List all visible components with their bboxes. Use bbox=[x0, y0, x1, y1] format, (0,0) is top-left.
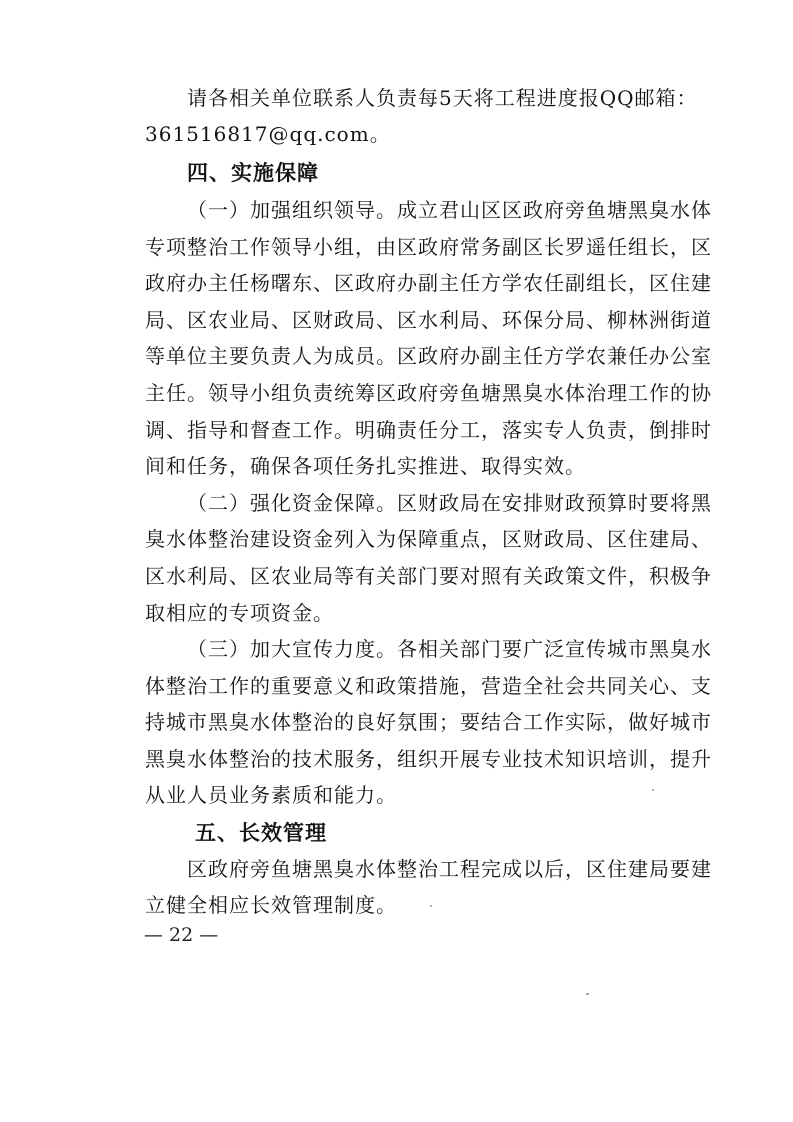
paragraph-line: 取相应的专项资金。 bbox=[145, 601, 334, 625]
paragraph-line: （二）强化资金保障。区财政局在安排财政预算时要将黑 bbox=[187, 491, 712, 515]
scan-speck bbox=[430, 905, 432, 907]
paragraph-line: 政府办主任杨曙东、区政府办副主任方学农任副组长，区住建 bbox=[145, 271, 712, 295]
scan-speck bbox=[652, 789, 654, 791]
paragraph-line: 区政府旁鱼塘黑臭水体整治工程完成以后，区住建局要建 bbox=[187, 857, 712, 881]
paragraph-line: 体整治工作的重要意义和政策措施，营造全社会共同关心、支 bbox=[145, 674, 712, 698]
section-heading-long-term-management: 五、长效管理 bbox=[195, 821, 327, 845]
paragraph-line: 臭水体整治建设资金列入为保障重点，区财政局、区住建局、 bbox=[145, 527, 712, 551]
paragraph-line: 立健全相应长效管理制度。 bbox=[145, 893, 397, 917]
paragraph-line: 从业人员业务素质和能力。 bbox=[145, 783, 397, 807]
section-heading-implementation: 四、实施保障 bbox=[187, 161, 319, 185]
page-number: — 22 — bbox=[144, 924, 219, 946]
paragraph-line: 调、指导和督查工作。明确责任分工，落实专人负责，倒排时 bbox=[145, 418, 712, 442]
paragraph-line: 专项整治工作领导小组，由区政府常务副区长罗遥任组长，区 bbox=[145, 235, 712, 259]
paragraph-line: 区水利局、区农业局等有关部门要对照有关政策文件，积极争 bbox=[145, 564, 712, 588]
paragraph-line: （三）加大宣传力度。各相关部门要广泛宣传城市黑臭水 bbox=[187, 637, 712, 661]
paragraph-line: 持城市黑臭水体整治的良好氛围；要结合工作实际，做好城市 bbox=[145, 710, 712, 734]
paragraph-line: （一）加强组织领导。成立君山区区政府旁鱼塘黑臭水体 bbox=[187, 198, 712, 222]
paragraph-line: 主任。领导小组负责统筹区政府旁鱼塘黑臭水体治理工作的协 bbox=[145, 381, 712, 405]
paragraph-line: 间和任务，确保各项任务扎实推进、取得实效。 bbox=[145, 454, 586, 478]
paragraph-line: 请各相关单位联系人负责每5天将工程进度报QQ邮箱： bbox=[187, 86, 698, 110]
paragraph-line: 等单位主要负责人为成员。区政府办副主任方学农兼任办公室 bbox=[145, 344, 712, 368]
scan-speck bbox=[586, 993, 589, 995]
paragraph-line: 黑臭水体整治的技术服务，组织开展专业技术知识培训，提升 bbox=[145, 747, 712, 771]
paragraph-line: 局、区农业局、区财政局、区水利局、环保分局、柳林洲街道 bbox=[145, 308, 712, 332]
email-address: 361516817@qq.com。 bbox=[145, 122, 391, 146]
